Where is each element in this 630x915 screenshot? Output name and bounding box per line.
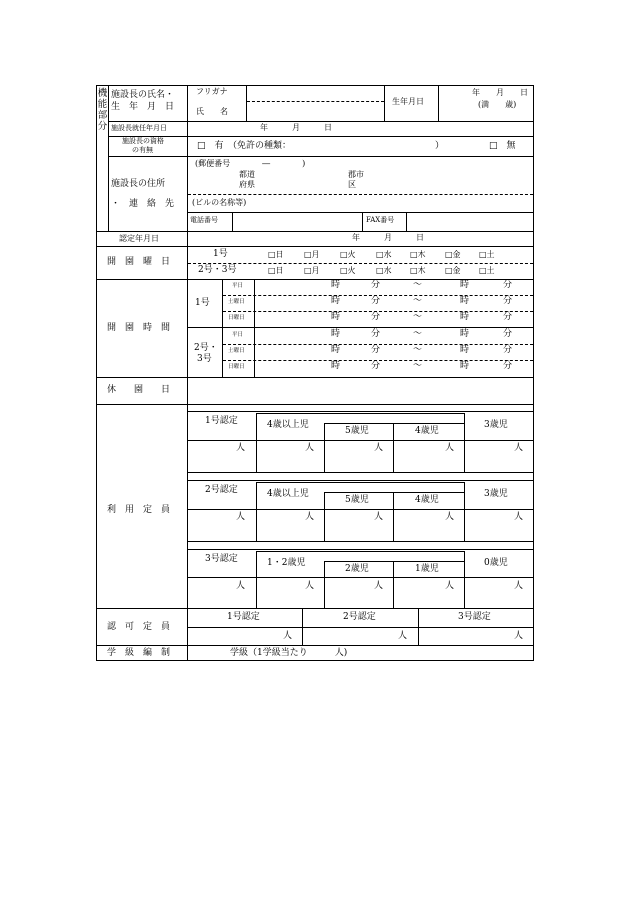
tilde-4: ～ xyxy=(413,329,423,339)
minute-close-5: 分 xyxy=(503,345,513,355)
capacity-sub1-label-g3: 2歳児 xyxy=(345,564,369,574)
hours-group2-label-2: 3号 xyxy=(197,354,212,364)
capacity-right-label-g2: 3歳児 xyxy=(484,489,508,499)
fax-label: FAX番号 xyxy=(366,216,395,224)
capacity-unit-3-g2: 人 xyxy=(374,512,384,522)
capacity-unit-1-g3: 人 xyxy=(236,581,246,591)
capacity-group-label-g3: 3号認定 xyxy=(205,554,238,564)
day-fri-1[interactable]: □金 xyxy=(445,250,461,259)
capacity-unit-3-g3: 人 xyxy=(374,581,384,591)
certification-value: 年 月 日 xyxy=(352,233,424,242)
daytype-sun-2: 日曜日 xyxy=(228,364,245,370)
director-name-birth-label: 施設長の氏名・ xyxy=(111,90,175,100)
certification-label: 認定年月日 xyxy=(119,234,159,243)
authorized-unit-3: 人 xyxy=(514,631,524,641)
capacity-unit-5-g1: 人 xyxy=(514,443,524,453)
capacity-unit-4-g2: 人 xyxy=(445,512,455,522)
minute-open-3: 分 xyxy=(371,312,381,322)
qualification-yes-checkbox[interactable]: □ 有 （免許の種類： xyxy=(197,141,292,151)
qualification-no-checkbox[interactable]: □ 無 xyxy=(489,141,516,151)
day-wed-1[interactable]: □水 xyxy=(376,250,392,259)
open-days-row2-label: 2号・3号 xyxy=(198,265,237,275)
director-name-birth-label-2: 生 年 月 日 xyxy=(111,102,175,112)
minute-open-2: 分 xyxy=(371,296,381,306)
capacity-left-label-g2: 4歳以上児 xyxy=(267,489,309,499)
hour-open-1: 時 xyxy=(331,280,341,290)
furigana-input[interactable] xyxy=(248,87,386,101)
hour-close-5: 時 xyxy=(460,345,470,355)
tilde-6: ～ xyxy=(413,361,423,371)
day-mon-1[interactable]: □月 xyxy=(304,250,320,259)
hours-group1-label: 1号 xyxy=(195,298,210,308)
capacity-unit-4-g3: 人 xyxy=(445,581,455,591)
day-thu-1[interactable]: □木 xyxy=(410,250,426,259)
classes-value: 学級（1学級当たり 人) xyxy=(230,648,348,658)
hour-open-4: 時 xyxy=(331,329,341,339)
capacity-unit-3-g1: 人 xyxy=(374,443,384,453)
hour-close-1: 時 xyxy=(460,280,470,290)
holidays-input[interactable] xyxy=(190,380,535,404)
hour-close-4: 時 xyxy=(460,329,470,339)
phone-label: 電話番号 xyxy=(190,216,218,224)
authorized-unit-2: 人 xyxy=(398,631,408,641)
tilde-1: ～ xyxy=(413,280,423,290)
classes-label: 学 級 編 制 xyxy=(107,648,171,658)
hour-open-3: 時 xyxy=(331,312,341,322)
capacity-sub2-label-g1: 4歳児 xyxy=(415,426,439,436)
day-tue-1[interactable]: □火 xyxy=(340,250,356,259)
prefecture-bottom: 府県 xyxy=(239,180,255,189)
capacity-sub1-label-g2: 5歳児 xyxy=(345,495,369,505)
capacity-unit-1-g2: 人 xyxy=(236,512,246,522)
age-value: (満 歳) xyxy=(478,100,517,109)
day-sun-1[interactable]: □日 xyxy=(268,250,284,259)
hour-close-3: 時 xyxy=(460,312,470,322)
day-wed-2[interactable]: □水 xyxy=(376,266,392,275)
open-hours-label: 開 園 時 間 xyxy=(107,323,171,333)
appointed-label: 施設長就任年月日 xyxy=(111,124,167,132)
holidays-label: 休 園 日 xyxy=(107,385,171,395)
open-days-label: 開 園 曜 日 xyxy=(107,257,171,267)
phone-input[interactable] xyxy=(235,214,364,231)
hour-open-5: 時 xyxy=(331,345,341,355)
tilde-2: ～ xyxy=(413,296,423,306)
hour-close-6: 時 xyxy=(460,361,470,371)
capacity-right-label-g1: 3歳児 xyxy=(484,420,508,430)
capacity-unit-2-g3: 人 xyxy=(305,581,315,591)
capacity-unit-4-g1: 人 xyxy=(445,443,455,453)
city-top: 郡市 xyxy=(348,170,364,179)
authorized-label: 認 可 定 員 xyxy=(107,622,171,632)
capacity-unit-1-g1: 人 xyxy=(236,443,246,453)
day-sun-2[interactable]: □日 xyxy=(268,266,284,275)
name-label: 氏 名 xyxy=(196,107,228,116)
capacity-right-label-g3: 0歳児 xyxy=(484,558,508,568)
hours-group2-label: 2号・ xyxy=(194,343,218,353)
minute-open-4: 分 xyxy=(371,329,381,339)
furigana-label: フリガナ xyxy=(196,87,228,96)
tilde-5: ～ xyxy=(413,345,423,355)
contact-label: ・ 連 絡 先 xyxy=(111,199,175,209)
minute-close-3: 分 xyxy=(503,312,513,322)
capacity-unit-2-g2: 人 xyxy=(305,512,315,522)
minute-open-1: 分 xyxy=(371,280,381,290)
capacity-unit-5-g3: 人 xyxy=(514,581,524,591)
minute-close-2: 分 xyxy=(503,296,513,306)
day-fri-2[interactable]: □金 xyxy=(445,266,461,275)
capacity-sub1-label-g1: 5歳児 xyxy=(345,426,369,436)
birthdate-label: 生年月日 xyxy=(392,97,424,106)
postal-code: (郵便番号 ― ) xyxy=(195,159,306,168)
minute-close-6: 分 xyxy=(503,361,513,371)
capacity-label: 利 用 定 員 xyxy=(107,505,171,515)
day-sat-2[interactable]: □土 xyxy=(479,266,495,275)
minute-open-6: 分 xyxy=(371,361,381,371)
qualification-label: 施設長の資格 xyxy=(122,137,164,145)
minute-close-4: 分 xyxy=(503,329,513,339)
daytype-sat-2: 土曜日 xyxy=(228,348,245,354)
appointed-value: 年 月 日 xyxy=(260,123,332,132)
building-label: (ビルの名称等) xyxy=(192,198,247,207)
capacity-group-label-g2: 2号認定 xyxy=(205,485,238,495)
capacity-left-label-g3: 1・2歳児 xyxy=(267,558,306,568)
section-label: 機 能 部 分 xyxy=(97,88,108,132)
director-name-input[interactable] xyxy=(248,104,386,120)
tilde-3: ～ xyxy=(413,312,423,322)
hour-open-2: 時 xyxy=(331,296,341,306)
hour-open-6: 時 xyxy=(331,361,341,371)
birthdate-value: 年 月 日 xyxy=(472,88,528,97)
qualification-close: ） xyxy=(435,141,445,151)
daytype-weekday-2: 平日 xyxy=(232,332,244,338)
day-sat-1[interactable]: □土 xyxy=(479,250,495,259)
daytype-sat-1: 土曜日 xyxy=(228,299,245,305)
capacity-unit-2-g1: 人 xyxy=(305,443,315,453)
capacity-sub2-label-g3: 1歳児 xyxy=(415,564,439,574)
capacity-unit-5-g2: 人 xyxy=(514,512,524,522)
authorized-col-1: 1号認定 xyxy=(227,612,260,622)
authorized-unit-1: 人 xyxy=(283,631,293,641)
open-days-row1-label: 1号 xyxy=(213,249,228,259)
capacity-group-label-g1: 1号認定 xyxy=(205,416,238,426)
capacity-left-label-g1: 4歳以上児 xyxy=(267,420,309,430)
authorized-col-2: 2号認定 xyxy=(343,612,376,622)
address-label: 施設長の住所 xyxy=(111,179,166,189)
city-bottom: 区 xyxy=(348,180,356,189)
authorized-col-3: 3号認定 xyxy=(458,612,491,622)
day-tue-2[interactable]: □火 xyxy=(340,266,356,275)
day-thu-2[interactable]: □木 xyxy=(410,266,426,275)
prefecture-top: 都道 xyxy=(239,170,255,179)
qualification-label-2: の有無 xyxy=(132,146,153,154)
capacity-sub2-label-g2: 4歳児 xyxy=(415,495,439,505)
day-mon-2[interactable]: □月 xyxy=(304,266,320,275)
fax-input[interactable] xyxy=(409,214,535,231)
daytype-sun-1: 日曜日 xyxy=(228,315,245,321)
minute-close-1: 分 xyxy=(503,280,513,290)
daytype-weekday-1: 平日 xyxy=(232,283,244,289)
hour-close-2: 時 xyxy=(460,296,470,306)
minute-open-5: 分 xyxy=(371,345,381,355)
